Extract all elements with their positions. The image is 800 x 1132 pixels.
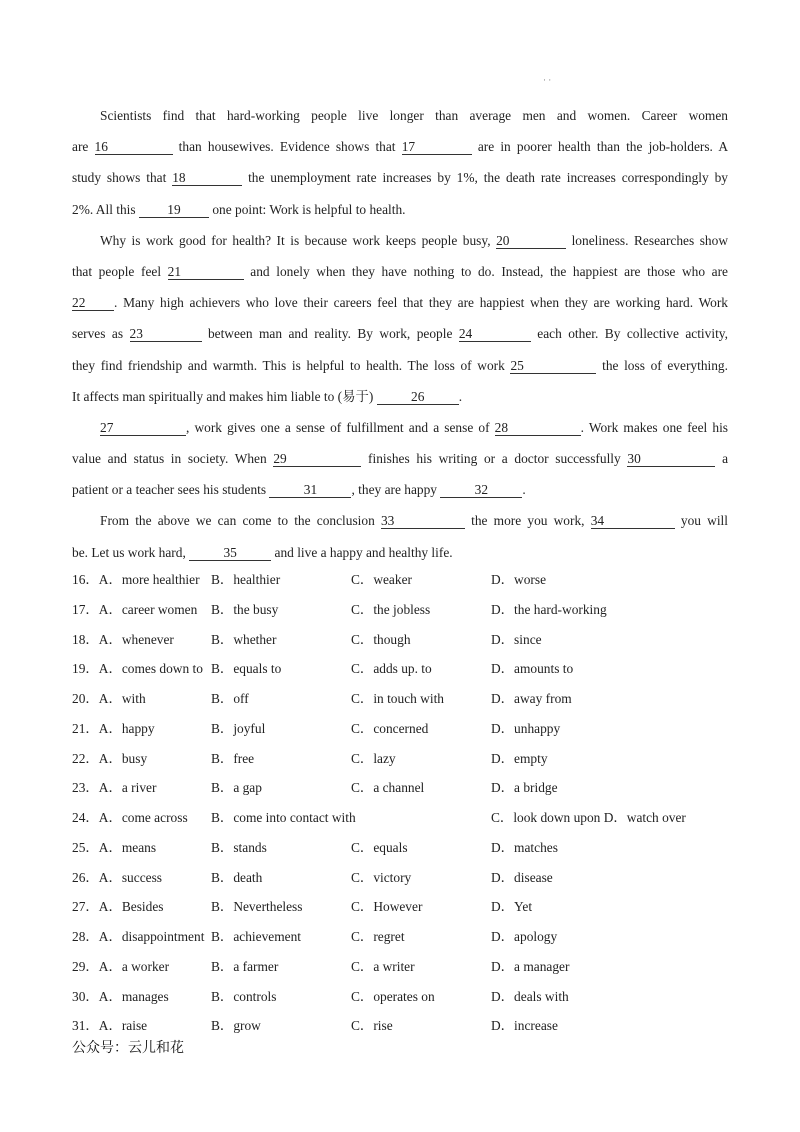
option-b[interactable]: B．a farmer <box>211 958 279 974</box>
page-mark: · · <box>543 75 552 85</box>
option-a[interactable]: 24．A．come across <box>72 810 188 825</box>
option-b[interactable]: B．grow <box>211 1018 261 1034</box>
option-a[interactable]: 17．A．career women <box>72 601 198 617</box>
option-c[interactable]: C．regret <box>351 929 405 944</box>
passage-line <box>72 162 728 193</box>
option-b[interactable]: B．whether <box>211 631 277 647</box>
option-a[interactable]: 25．A．means <box>72 839 157 855</box>
blank-30[interactable]: 30 <box>627 452 715 467</box>
passage-text: are in poorer health than the job-holders. A <box>477 139 728 155</box>
passage-line <box>72 350 728 381</box>
passage-line <box>72 256 728 287</box>
option-b[interactable]: B．joyful <box>211 720 266 736</box>
passage-text: loneliness. Researches show <box>571 232 728 248</box>
option-c[interactable]: C．the jobless <box>351 601 431 617</box>
option-a[interactable]: 20．A．with <box>72 691 146 706</box>
passage-text: and lonely when they have nothing to do. Instead, the happiest are those who are <box>250 263 728 279</box>
option-d[interactable]: D．apology <box>491 929 558 944</box>
blank-19[interactable]: 19 <box>139 203 209 218</box>
option-c[interactable]: C．victory <box>351 869 412 885</box>
passage-text: Why is work good for health? It is because work keeps people busy, <box>100 232 491 248</box>
passage-line <box>72 412 728 443</box>
passage-text: 2%. All this <box>72 201 136 217</box>
option-d[interactable]: D．the hard-working <box>491 601 607 617</box>
passage-line <box>72 537 728 568</box>
option-d[interactable]: D．since <box>491 631 542 647</box>
blank-23[interactable]: 23 <box>130 327 202 342</box>
option-c[interactable]: C．concerned <box>351 720 429 736</box>
question-26 <box>72 863 752 893</box>
passage-text: between man and reality. By work, people <box>207 326 453 342</box>
option-c[interactable]: C．operates on <box>351 988 435 1004</box>
question-19 <box>72 654 752 684</box>
question-23 <box>72 773 752 803</box>
question-20 <box>72 684 752 714</box>
passage-line <box>72 131 728 162</box>
blank-18[interactable]: 18 <box>172 171 242 186</box>
question-18 <box>72 625 752 655</box>
option-a[interactable]: 16．A．more healthier <box>72 572 200 587</box>
passage-text: than housewives. Evidence shows that <box>178 139 396 155</box>
option-b[interactable]: B．off <box>211 691 249 706</box>
passage-text: that people feel <box>72 263 162 279</box>
passage-text: the loss of everything. <box>602 357 728 373</box>
option-d[interactable]: D．increase <box>491 1018 558 1034</box>
question-21 <box>72 714 752 744</box>
passage-text: a <box>722 451 728 467</box>
blank-31[interactable]: 31 <box>269 483 351 498</box>
question-22 <box>72 744 752 774</box>
passage-text: and live a happy and healthy life. <box>274 544 453 560</box>
passage-text: serves as <box>72 326 124 342</box>
option-b[interactable]: B．equals to <box>211 661 282 677</box>
question-24 <box>72 803 752 833</box>
option-c-d[interactable]: C．look down upon D．watch over <box>491 810 686 825</box>
option-c[interactable]: C．equals <box>351 839 408 855</box>
passage-line <box>72 443 728 474</box>
passage-text: be. Let us work hard, <box>72 544 186 560</box>
blank-16[interactable]: 16 <box>95 140 173 155</box>
blank-27[interactable]: 27 <box>100 421 186 436</box>
passage-text: they find friendship and warmth. This is helpful to health. The loss of work <box>72 357 505 373</box>
option-a[interactable]: 19．A．comes down to <box>72 661 203 677</box>
blank-25[interactable]: 25 <box>510 359 596 374</box>
blank-20[interactable]: 20 <box>496 234 566 249</box>
option-b[interactable]: B．achievement <box>211 929 301 944</box>
passage-line <box>72 318 728 349</box>
blank-22[interactable]: 22 <box>72 296 114 311</box>
blank-26[interactable]: 26 <box>377 390 459 405</box>
passage-text: one point: Work is helpful to health. <box>212 201 406 217</box>
blank-35[interactable]: 35 <box>189 546 271 561</box>
option-d[interactable]: D．a bridge <box>491 780 558 796</box>
option-c[interactable]: C．rise <box>351 1018 393 1034</box>
passage-text: the more you work, <box>471 513 585 529</box>
option-c[interactable]: C．a writer <box>351 958 415 974</box>
option-a[interactable]: 29．A．a worker <box>72 958 170 974</box>
passage-line <box>72 225 728 256</box>
passage-line <box>72 100 728 131</box>
passage-text: . <box>522 482 526 498</box>
option-a[interactable]: 22．A．busy <box>72 750 148 766</box>
passage-text: value and status in society. When <box>72 451 267 467</box>
passage-text: are <box>72 139 89 155</box>
answer-options <box>72 565 752 1041</box>
option-b[interactable]: B．free <box>211 750 255 766</box>
option-b[interactable]: B．a gap <box>211 780 262 796</box>
passage-text: Scientists find that hard-working people live longer than average men and women. Career women <box>100 108 728 123</box>
option-d[interactable]: D．matches <box>491 839 558 855</box>
option-a[interactable]: 23．A．a river <box>72 780 157 796</box>
option-b[interactable]: B．healthier <box>211 572 281 587</box>
passage-text: study shows that <box>72 170 167 186</box>
option-c[interactable]: C．though <box>351 631 411 647</box>
option-d[interactable]: D．away from <box>491 691 572 706</box>
question-29 <box>72 952 752 982</box>
cloze-passage <box>72 100 728 568</box>
option-d[interactable]: D．a manager <box>491 958 570 974</box>
passage-text: the unemployment rate increases by 1%, the death rate increases correspondingly by <box>248 170 728 186</box>
passage-text: , they are happy <box>351 482 437 498</box>
question-16 <box>72 565 752 595</box>
option-a[interactable]: 21．A．happy <box>72 720 155 736</box>
question-27 <box>72 892 752 922</box>
passage-text: It affects man spiritually and makes him liable to (易于) <box>72 388 374 404</box>
passage-line <box>72 381 728 412</box>
passage-line <box>72 194 728 225</box>
blank-28[interactable]: 28 <box>495 421 581 436</box>
passage-line <box>72 474 728 505</box>
passage-text: From the above we can come to the conclusion <box>100 513 375 529</box>
option-b[interactable]: B．the busy <box>211 601 279 617</box>
question-25 <box>72 833 752 863</box>
option-b[interactable]: B．stands <box>211 839 267 855</box>
passage-text: , work gives one a sense of fulfillment and a sense of <box>186 419 490 435</box>
option-d[interactable]: D．empty <box>491 750 548 766</box>
blank-21[interactable]: 21 <box>168 265 244 280</box>
blank-32[interactable]: 32 <box>440 483 522 498</box>
option-d[interactable]: D．deals with <box>491 988 569 1004</box>
blank-17[interactable]: 17 <box>402 140 472 155</box>
option-b[interactable]: B．death <box>211 869 263 885</box>
blank-24[interactable]: 24 <box>459 327 531 342</box>
question-28 <box>72 922 752 952</box>
question-17 <box>72 595 752 625</box>
option-c[interactable]: C．a channel <box>351 780 425 796</box>
option-d[interactable]: D．Yet <box>491 899 533 915</box>
footer-account-label: 公众号：云儿和花 <box>72 1040 184 1056</box>
passage-text: . Work makes one feel his <box>580 419 728 435</box>
blank-33[interactable]: 33 <box>381 514 465 529</box>
option-c[interactable]: C．adds up. to <box>351 661 432 677</box>
passage-line <box>72 287 728 318</box>
option-a[interactable]: 27．A．Besides <box>72 899 164 915</box>
passage-text: each other. By collective activity, <box>537 326 728 342</box>
passage-text: you will <box>680 513 728 529</box>
option-a[interactable]: 26．A．success <box>72 869 163 885</box>
passage-text: . Many high achievers who love their careers feel that they are happiest when they are working hard. Work <box>114 295 728 311</box>
option-d[interactable]: D．amounts to <box>491 661 574 677</box>
option-d[interactable]: D．disease <box>491 869 553 885</box>
passage-text: finishes his writing or a doctor successfully <box>368 451 621 467</box>
option-c[interactable]: C．in touch with <box>351 691 444 706</box>
option-b[interactable]: B．come into contact with <box>211 810 356 825</box>
option-c[interactable]: C．However <box>351 899 423 915</box>
option-c[interactable]: C．lazy <box>351 750 396 766</box>
question-30 <box>72 982 752 1012</box>
option-b[interactable]: B．controls <box>211 988 277 1004</box>
option-b[interactable]: B．Nevertheless <box>211 899 303 915</box>
option-a[interactable]: 30．A．manages <box>72 988 169 1004</box>
option-a[interactable]: 28．A．disappointment <box>72 929 205 944</box>
option-c[interactable]: C．weaker <box>351 572 412 587</box>
blank-34[interactable]: 34 <box>591 514 675 529</box>
passage-text: patient or a teacher sees his students <box>72 482 267 498</box>
option-a[interactable]: 31．A．raise <box>72 1018 148 1034</box>
blank-29[interactable]: 29 <box>273 452 361 467</box>
passage-line <box>72 505 728 536</box>
option-d[interactable]: D．unhappy <box>491 720 561 736</box>
option-a[interactable]: 18．A．whenever <box>72 631 174 647</box>
passage-text: . <box>458 388 463 404</box>
option-d[interactable]: D．worse <box>491 572 547 587</box>
